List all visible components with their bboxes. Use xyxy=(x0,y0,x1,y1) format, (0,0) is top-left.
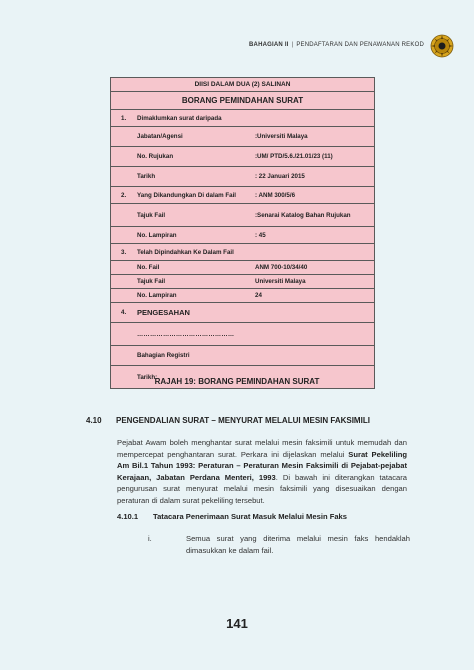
registri-label: Bahagian Registri xyxy=(137,352,190,359)
coat-of-arms-icon xyxy=(430,34,454,58)
paragraph-circular-reference: Surat Pekeliling Am Bil.1 Tahun 1993: Peraturan – Peraturan Mesin Faksimili di Pejabat-pejabat Kerajaan, Jabatan Perdana Menteri, 1993 xyxy=(117,449,407,482)
header-title: PENDAFTARAN DAN PENAWANAN REKOD xyxy=(296,42,424,48)
form-title: BORANG PEMINDAHAN SURAT xyxy=(111,92,374,110)
section-2-label: Yang Dikandungkan Di dalam Fail xyxy=(137,191,237,199)
lampiran-2-value: 24 xyxy=(255,292,262,299)
subsection-number: 4.10.1 xyxy=(117,512,139,521)
subsection-heading xyxy=(117,512,347,521)
header-section: BAHAGIAN II xyxy=(249,42,289,48)
nofail-value: ANM 700-10/34/40 xyxy=(255,264,308,271)
transfer-form xyxy=(110,77,375,389)
paragraph-text-2: . Di bawah ini diterangkan tatacara pengurusan surat menyurat melalui mesin faksimili yang disesuaikan dengan peraturan di dalam surat pekeliling tersebut. xyxy=(117,472,407,505)
section-2-value: : ANM 300/5/6 xyxy=(255,191,296,199)
lampiran-label: No. Lampiran xyxy=(137,231,177,239)
page-number: 141 xyxy=(226,616,248,631)
tarikh-label: Tarikh xyxy=(137,173,156,180)
figure-caption: RAJAH 19: BORANG PEMINDAHAN SURAT xyxy=(154,377,320,386)
tarikh-value: : 22 Januari 2015 xyxy=(255,173,305,180)
form-row-nofail xyxy=(111,261,374,275)
tajuk-2-value: Universiti Malaya xyxy=(255,278,306,285)
page-header xyxy=(249,42,424,48)
section-title: PENGENDALIAN SURAT – MENYURAT MELALUI MESIN FAKSIMILI xyxy=(116,416,370,425)
section-3-label: Telah Dipindahkan Ke Dalam Fail xyxy=(137,248,234,256)
form-row-tajuk-2 xyxy=(111,275,374,289)
form-row-rujukan xyxy=(111,147,374,167)
nofail-label: No. Fail xyxy=(137,264,160,271)
form-row-lampiran-2 xyxy=(111,289,374,303)
form-section-3 xyxy=(111,244,374,261)
tajuk-2-label: Tajuk Fail xyxy=(137,278,166,285)
form-row-lampiran xyxy=(111,227,374,244)
list-item-marker: i. xyxy=(148,534,152,543)
form-section-1 xyxy=(111,110,374,127)
body-paragraph xyxy=(117,437,407,507)
rujukan-label: No. Rujukan xyxy=(137,153,174,160)
section-2-number: 2. xyxy=(121,191,127,199)
subsection-title: Tatacara Penerimaan Surat Masuk Melalui Mesin Faks xyxy=(153,512,347,521)
section-1-number: 1. xyxy=(121,114,127,122)
section-heading xyxy=(86,416,370,425)
form-section-4 xyxy=(111,303,374,323)
form-row-tajuk xyxy=(111,204,374,227)
rujukan-value: :UM/ PTD/5.6./21.01/23 (11) xyxy=(255,153,333,160)
header-separator: | xyxy=(291,42,294,48)
jabatan-label: Jabatan/Agensi xyxy=(137,133,183,140)
form-copies-note: DIISI DALAM DUA (2) SALINAN xyxy=(111,78,374,92)
paragraph-text-1: Pejabat Awam boleh menghantar surat melalui mesin faksimili untuk memudah dan mempercepat penghantaran surat. Perkara ini dijelaskan melalui xyxy=(117,438,407,459)
jabatan-value: :Universiti Malaya xyxy=(255,133,308,140)
section-1-label: Dimaklumkan surat daripada xyxy=(137,114,222,122)
section-4-label: PENGESAHAN xyxy=(137,308,190,317)
lampiran-value: : 45 xyxy=(255,231,266,239)
form-row-jabatan xyxy=(111,127,374,147)
section-4-number: 4. xyxy=(121,309,127,316)
sign-date-label: Tarikh: xyxy=(137,373,158,381)
tajuk-value: :Senarai Katalog Bahan Rujukan xyxy=(255,211,351,219)
form-row-tarikh xyxy=(111,167,374,187)
list-item-text: Semua surat yang diterima melalui mesin faks hendaklah dimasukkan ke dalam fail. xyxy=(186,534,410,555)
tajuk-label: Tajuk Fail xyxy=(137,211,166,219)
form-section-2 xyxy=(111,187,374,204)
form-row-registri xyxy=(111,346,374,366)
section-number: 4.10 xyxy=(86,416,102,425)
lampiran-2-label: No. Lampiran xyxy=(137,292,177,299)
form-row-signature xyxy=(111,323,374,346)
signature-line: ……………………………………… xyxy=(137,330,235,338)
section-3-number: 3. xyxy=(121,248,127,256)
